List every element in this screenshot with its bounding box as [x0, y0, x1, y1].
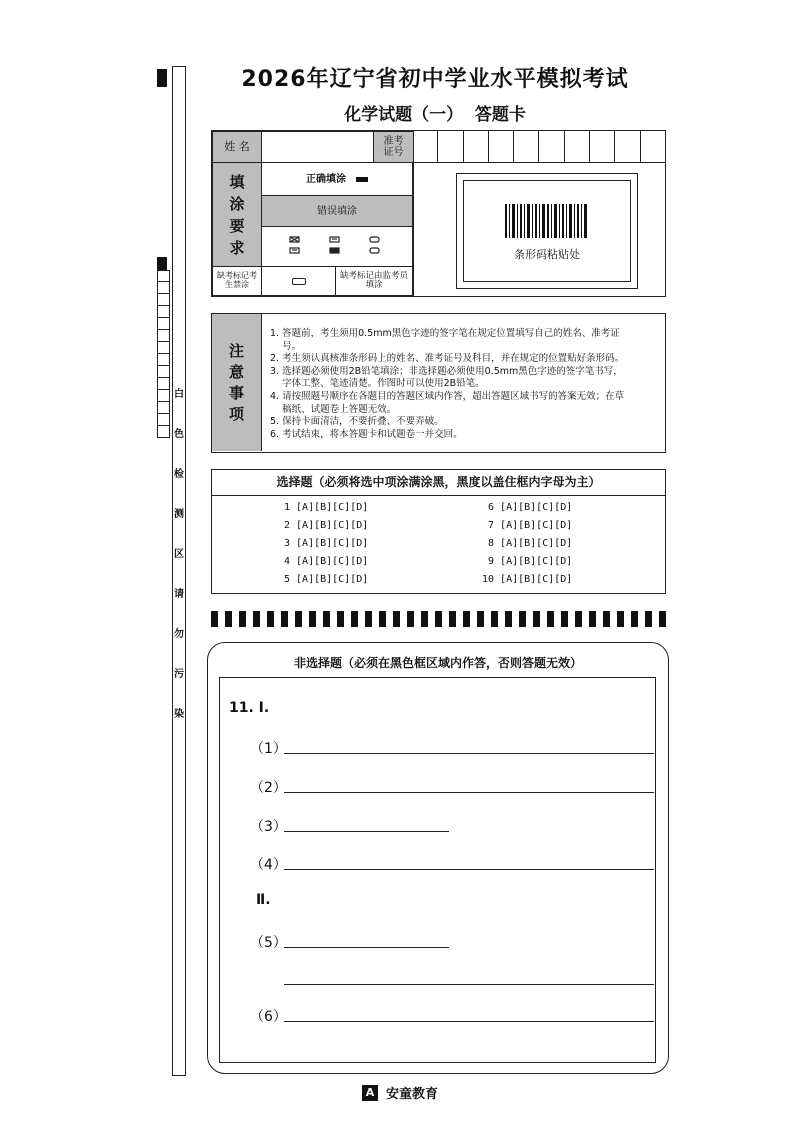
choice-column-left	[284, 502, 368, 585]
strip-char: 白	[174, 389, 184, 400]
choice-row[interactable]: 2 [A][B][C][D]	[284, 520, 369, 531]
wrong-fill-example	[261, 195, 413, 227]
barcode-icon	[505, 204, 589, 238]
answer-line[interactable]	[284, 1021, 654, 1022]
answer-area	[219, 677, 656, 1063]
notes-title-text: 注意事项	[229, 341, 245, 423]
alignment-marker-top	[157, 69, 167, 87]
choice-row[interactable]: 10 [A][B][C][D]	[482, 574, 573, 585]
answer-line[interactable]	[284, 831, 449, 832]
answer-line[interactable]	[284, 869, 654, 870]
absent-proctor-label: 缺考标记由监考员填涂	[335, 266, 413, 296]
name-field[interactable]	[261, 131, 374, 163]
wrong-fill-label: 错误填涂	[317, 205, 357, 217]
wrong-fill-marks	[261, 226, 413, 267]
absent-student-label: 缺考标记考生禁涂	[212, 266, 262, 296]
strip-char: 请	[174, 589, 184, 600]
choice-row[interactable]: 7 [A][B][C][D]	[488, 520, 573, 531]
name-label: 姓 名	[212, 131, 262, 163]
barcode-area	[456, 173, 638, 289]
answer-line[interactable]	[284, 792, 654, 793]
correct-fill-label: 正确填涂	[306, 173, 346, 185]
sub-question-label: （4）	[250, 857, 287, 873]
strip-char: 检	[174, 469, 184, 480]
choice-section	[211, 469, 666, 594]
sub-question-label: （2）	[250, 780, 287, 796]
brand-logo-icon: A	[362, 1085, 378, 1101]
nonchoice-title: 非选择题（必须在黑色框区域内作答，否则答题无效）	[293, 656, 582, 670]
strip-char: 区	[174, 549, 184, 560]
choice-row[interactable]: 4 [A][B][C][D]	[284, 556, 369, 567]
note-item: 6. 考试结束，将本答题卡和试题卷一并交回。	[270, 428, 463, 440]
absent-mark-icon	[292, 278, 306, 285]
choice-column-right	[482, 502, 572, 585]
answer-line[interactable]	[284, 947, 449, 948]
answer-line[interactable]	[284, 753, 654, 754]
part-2-label: Ⅱ.	[256, 892, 271, 908]
strip-char: 勿	[174, 629, 184, 640]
choice-row[interactable]: 8 [A][B][C][D]	[488, 538, 573, 549]
sub-question-label: （3）	[250, 819, 287, 835]
strip-char: 污	[174, 669, 184, 680]
choice-row[interactable]: 9 [A][B][C][D]	[488, 556, 573, 567]
page-subtitle: 化学试题（一） 答题卡	[344, 105, 526, 125]
detection-squares	[157, 270, 170, 438]
info-box	[211, 130, 666, 297]
notes-title	[212, 314, 262, 451]
answer-line[interactable]	[284, 984, 654, 985]
strip-char: 色	[174, 429, 184, 440]
note-item: 1. 答题前，考生须用0.5mm黑色字迹的签字笔在规定位置填写自己的姓名、准考证	[270, 328, 620, 339]
filled-mark-icon	[356, 177, 368, 182]
note-item: 字体工整、笔迹清楚。作图时可以使用2B铅笔。	[270, 378, 485, 390]
sub-question-label: （5）	[250, 935, 287, 951]
strip-text	[172, 385, 186, 720]
choice-row[interactable]: 1 [A][B][C][D]	[284, 502, 369, 513]
note-item: 稿纸、试题卷上答题无效。	[270, 403, 397, 415]
exam-id-label: 准考证号	[373, 131, 414, 163]
correct-fill-example	[261, 162, 413, 196]
fill-title-text: 填涂要求	[229, 172, 245, 257]
choice-title: 选择题（必须将选中项涂满涂黑，黑度以盖住框内字母为主）	[212, 470, 665, 496]
note-item: 号。	[270, 340, 302, 352]
note-item: 3. 选择题必须使用2B铅笔填涂；非选择题必须使用0.5mm黑色字迹的签字笔书写，	[270, 365, 623, 377]
question-11-label: 11. Ⅰ.	[229, 700, 270, 716]
sub-question-label: （1）	[250, 741, 287, 757]
choice-row[interactable]: 5 [A][B][C][D]	[284, 574, 369, 585]
strip-char: 染	[174, 709, 184, 720]
notes-box	[211, 313, 666, 453]
page-title: 2026年辽宁省初中学业水平模拟考试	[241, 67, 629, 92]
footer	[0, 1083, 800, 1102]
brand-name: 安童教育	[385, 1087, 438, 1102]
strip-char: 测	[174, 509, 184, 520]
alignment-marker-mid	[157, 257, 167, 270]
barcode-label: 条形码粘贴处	[514, 248, 580, 261]
note-item: 4. 请按照题号顺序在各题目的答题区域内作答，超出答题区域书写的答案无效；在草	[270, 390, 625, 402]
dashed-separator	[211, 611, 666, 627]
exam-id-grid[interactable]	[413, 131, 665, 163]
choice-row[interactable]: 3 [A][B][C][D]	[284, 538, 369, 549]
notes-list	[270, 328, 662, 441]
absent-mark-box[interactable]	[261, 266, 336, 296]
note-item: 5. 保持卡面清洁，不要折叠、不要弄破。	[270, 416, 444, 428]
note-item: 2. 考生须认真核准条形码上的姓名、准考证号及科目，并在规定的位置贴好条形码。	[270, 353, 625, 365]
fill-requirements-title	[212, 162, 262, 267]
sub-question-label: （6）	[250, 1009, 287, 1025]
wrong-marks-icon	[282, 234, 392, 260]
choice-row[interactable]: 6 [A][B][C][D]	[488, 502, 573, 513]
